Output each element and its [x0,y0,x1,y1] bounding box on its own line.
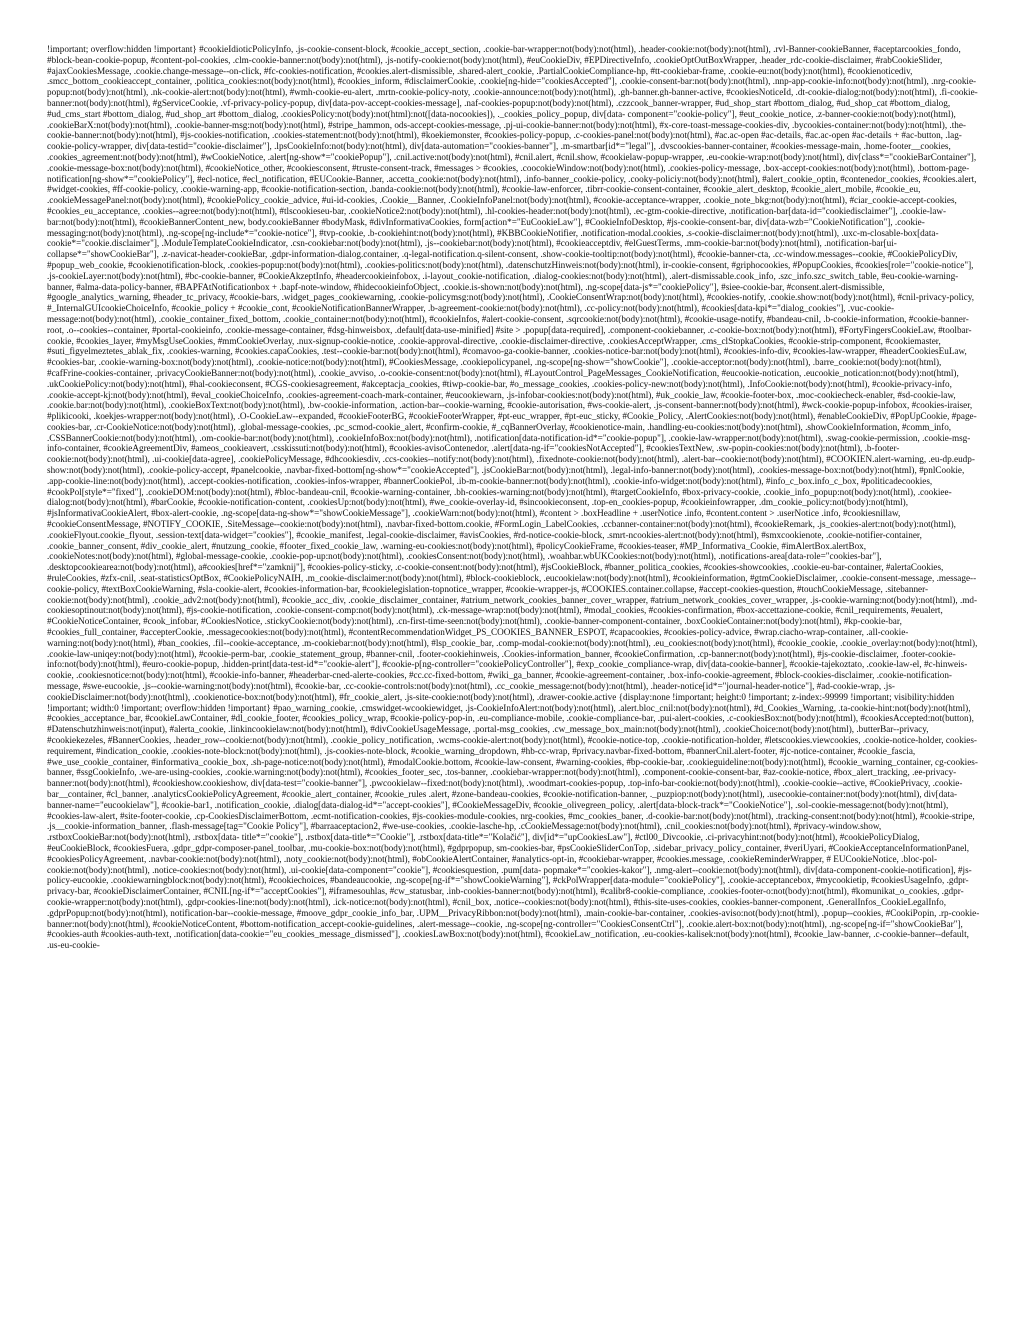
css-rules-text: !important; overflow:hidden !important} #cookieIdioticPolicyInfo, .js-cookie-consent-block, #cookie_accept_section, .cookie-bar-wrapper:not(body):not(html), .header-cookie:not(body):not(html), .rvl-Banner-cookieBanner, #aceptarcookies_fondo, #block-bean-cookie-popup, #content-pol-cookies, .clm-cookie-banner:not(body):not(html), .js-notify-cookie:not(body):not(html), #euCookieDiv, #EPDirectiveInfo, .cookieOptOutBoxWrapper, .header_rdc-cookie-disclaimer, #rabCookieSlider, #ajaxCookiesMessage, .cookie.change-message--on-click, #fc-cookies-notification, #cookies.alert-dismissible, .shared-alert_cookie, .PartialCookieCompliance-hp, #tt-cookiebar-frame, .cookie-eu:not(body):not(html), #cookienoticediv, .smcc_bottom_cookieaccept_container, .politica_cookies:not(body):not(html), #cookies_inform, #disclaimerCookie, .cookie[ng-hide="cookiesAccepted"], .cookie-consent-bar:not(body):not(html), .nnp-app-cookie-info:not(body):not(html), .nrg-cookie-popup:not(body):not(html), .nk-cookie-alert:not(body):not(html), #wmh-cookie-eu-alert, .mrtn-cookie-policy-noty, .cookie-announce:not(body):not(html), .gh-banner.gh-banner-active, #cookiesNoticeId, .dt-cookie-dialog:not(body):not(html), .fi-cookie-banner:not(body):not(html), #gServiceCookie, .vf-privacy-policy-popup, div[data-pov-accept-cookies-message], .naf-cookies-popup:not(body):not(html), .czzcook_banner-wrapper, #ud_shop_start #bottom_dialog, #ud_shop_cat #bottom_dialog, #ud_cms_start #bottom_dialog, #ud_shop_art #bottom_dialog, .cookiesPolicy:not(body):not(html):not([data-nocookies]), ._cookies_policy_popup, div[data- component="cookie-policy"], #eut_cookie_notice, .z-banner-cookie:not(body):not(html), .cookieBarX:not(body):not(html), .cookie-banner-msg:not(body):not(html), #stripe_hammon, ods-accept-cookies-message, .pj-ui-cookie-banner:not(body):not(html), #x-core-toast-message-cookies-div, .bycookies-container:not(body):not(html), .the-cookie-banner:not(body):not(html), #js-cookies-notification, .cookies-statement:not(body):not(html), #koekiemonster, #cookies-policy-popup, .c-cookies-panel:not(body):not(html), #ac.ac-open #ac-details, #ac.ac-open #ac-details + #ac-button, .lag-cookie-policy-wrapper, div[data-testid="cookie-disclaimer"], .lpsCookieInfo:not(body):not(html), div[data-automation="cookies-banner"], .m-smartbar[id*="legal"], .dvscookies-banner-container, #cookies-message-main, .home-footer__cookies, .cookies_agreement:not(body):not(html), #wCookieNotice, .alert[ng-show*="cookiePopup"], .cnil.active:not(body):not(html), #cnil.alert, #cnil.show, #cookielaw-popup-wrapper, .eu-cookie-wrap:not(body):not(html), div[class*="cookieBarContainer"], .cookie-message-box:not(body):not(html), #cookieNotice_other, #cookiesconsent, #truste-consent-track, #messages > #cookies, .coocokieWindow:not(body):not(html), .cookies-policy-message, .box-accept-cookies:not(body):not(html), .bottom-page-notification[ng-show*="cookiePolicy"], #ecl-notice, #ecl_notification, #EUCookie-Banner, .accetta_cookie:not(body):not(html), .info-banner_cookie-policy, .cooky-policiy:not(body):not(html), #alert_cookie_optin, #contenedor_cookies, #cookies.alert, #widget-cookies, #ff-cookie-policy, .cookie-warning-app, #cookie-notification-section, .banda-cookie:not(body):not(html), #cookie-law-enforcer, .tibrr-cookie-consent-container, #cookie_alert_desktop, #cookie_alert_mobile, #cookie_eu, .cookieMessagePanel:not(body):not(html), #cookiePolicy_cookie_advice, #ui-id-cookies, .Cookie__Banner, .CookieInfoPanel:not(body):not(html), #cookie-acceptance-wrapper, .cookie_note_bkg:not(body):not(html), #ciar_cookie-accept-cookies, #cookies_eu_acceptance, .cookies--agree:not(body):not(html), #tlscookieseu-bar, .cookieNotice2:not(body):not(html), .hl-cookies-header:not(body):not(html), .ec-gtm-cookie-directive, .notification-bar[data-id="cookiedisclaimer"], .cookie-law-bar:not(body):not(html), #cookieBannerContent_new, body.cookieBanner #bodyMask, #divInformativaCookies, form[action*="EuCookieLaw"], #CookieInfoDesktop, #js-cookie-consent-bar, div[data-wzb="CookieNotification"], .cookie-messaging:not(body):not(html), .ng-scope[ng-include*="cookie-notice"], #tvp-cookie, .b-cookiehint:not(body):not(html), #KBBCookieNotifier, .notification-modal.cookies, .s-cookie-disclaimer:not(body):not(html), .uxc-m-closable-box[data-cookie*="cookie.disclaimer"], .ModuleTemplateCookieIndicator, .csn-cookiebar:not(body):not(html), .js--cookiebar:not(body):not(html), #cookieacceptdiv, #elGuestTerms, .mm-cookie-bar:not(body):not(html), .notification-bar[ui-collapse*="showCookieBar"], .z-navicat-header-cookieBar, .gdpr-information-dialog.container, .q-legal-notification.q-silent-consent, .show-cookie-tooltip:not(body):not(html), #cookie-banner-cta, .cc-window.messages--cookie, #CookiePolicyDiv, #popup_web_cookie, #cookienotification-block, .cookies-popup:not(body):not(html), .cookies-politics:not(body):not(html), .datenschutzHinweis:not(body):not(html), ir-cookie-consent, #griphocookies, #PopupCookies, #cookies[role="cookie-notice"], .js-cookieLayer:not(body):not(html), #bc-cookie-banner, #CookieAkzeptInfo, #headercookieinfobox, .i-layout_cookie-notification, .dialog-cookies:not(body):not(html), .alert-dismissable.cook_info, .szc_info.szc_switch_table, #eu-cookie-warning-banner, #alma-data-policy-banner, #BAPFAtNotificationbox + .bapf-note-window, #hidecookieinfoObject, .cookie.is-shown:not(body):not(html), .ng-scope[data-js*="cookiePolicy"], #siee-cookie-bar, #consent.alert-dismissible, #google_analytics_warning, #header_tc_privacy, #cookie-bars, .widget_pages_cookiewarning, .cookie-policymsg:not(body):not(html), .CookieConsentWrap:not(body):not(html), #cookies-notify, .cookie.show:not(body):not(html), #cnil-privacy-policy, #_InternalGUIcookieChoiceInfo, #cookie_policy + #cookie_cont, #cookieNotificationBannerWrapper, .b-agreement-cookie:not(body):not(html), .cc-policy:not(body):not(html), #cookies[data-kpi*="dialog_cookies"], .vuc-cookie-message:not(body):not(html), .cookie_container_fixed_bottom, .cookie_container:not(body):not(html), #cookieInfos, #alert-cookie-consent, .sqrcookie:not(body):not(html), #cookie-usage-notify, #bandeau-cnil, .b-cookie-information, #cookie-banner-root, .o--cookies--container, #portal-cookieinfo, .cookie-message-container, #dsg-hinweisbox, .default[data-use-minified] #site > .popup[data-required], .component-cookiebanner, .c-cookie-box:not(body):not(html), #FortyFingersCookieLaw, #toolbar-cookie, #cookies_layer, #myMsgUseCookies, #mmCookieOverlay, .nux-signup-cookie-notice, .cookie-approval-directive, .cookie-disclaimer-directive, .cookiesAcceptWrapper, .cms_clStopkaCookies, #cookie-strip-component, #cookiemaster, #suti_figyelmeztetes_ablak_fix, .cookies-warning, #cookies.capaCookies, .test--cookie-bar:not(body):not(html), #comavoo-ga-cookie-banner, .cookies-notice-bar:not(body):not(html), #cookies-info-div, #cookies-law-wrapper, #headerCookiesEuLaw, #cookies-bar, .cookie-warning-box:not(body):not(html), .cookie-notice:not(body):not(html), #CookiesMessage, .cookiepolicypanel, .ng-scope[ng-show="showCookie"], .cookie-acceptor:not(body):not(html), .barre_cookie:not(body):not(html), #cafFrine-cookies-container, .privacyCookieBanner:not(body):not(html), .cookie_avviso, .o-cookie-consent:not(body):not(html), #LayoutControl_PageMessages_CookieNotification, #eucookie-notication, .eucookie_notication:not(body):not(html), .ukCookiePolicy:not(body):not(html), #hal-cookieconsent, #CGS-cookiesagreement, #akceptacja_cookies, #tiwp-cookie-bar, #o_message_cookies, .cookies-policy-new:not(body):not(html), .InfoCookie:not(body):not(html), #cookie-privacy-info, .cookie-accept-kj:not(body):not(html), #eval_cookieChoiceInfo, .cookies-agreement-coach-mark-container, #eucookiewarn, .js-infobar-cookies:not(body):not(html), #uk_cookie_law, #cookie-footer-box, .moc-cookiecheck-enabler, #sd-cookie-law, .cookie.bar:not(body):not(html), .cookieBoxText:not(body):not(html), .bw-cookie-information, .action-bar--cookie-warning, #cookie-autorisation, #ws-cookie-alert, .js-consent-banner:not(body):not(html), #wck-cookie-popup-infobox, #cookies-iraiser, #plikicooki, .koekjes-wrapper:not(body):not(html), .O-CookieLaw--expanded, #cookieFooterBG, #cookieFooterWrapper, #pt-euc_wrapper, #pt-euc_sticky, #Cookie_Policy, .AlertCookies:not(body):not(html), #enableCookieDiv, #PopUpCookie, #page-cookies-bar, .cr-CookieNotice:not(body):not(html), .global-message-cookies, .pc_scmod-cookie_alert, #confirm-cookie, #_cqBannerOverlay, #cookienotice-main, .handling-eu-cookies:not(body):not(html), .showCookieInformation, #comm_info, .CSSBannerCookie:not(body):not(html), .om-cookie-bar:not(body):not(html), .cookieInfoBox:not(body):not(html), .notification[data-notification-id*="cookie-popup"], .cookie-law-wrapper:not(body):not(html), .swag-cookie-permission, .cookie-msg-info-container, #cookieAgreementDiv, #ameos_cookieavert, .csskissuti:not(body):not(html), #cookies-avisoContenedor, .alert[data-ng-if="cookiesNotAccepted"], #cookiesTextNew, .sw-popin-cookies:not(body):not(html), .b-footer-cookie:not(body):not(html), .ui-cookie[data-agree], .cookiePolicyMessage, #dhcookiesdiv, .ccs-cookies--notify:not(body):not(html), .fixednote-cookie:not(body):not(html), .alert-bar--cookie:not(body):not(html), #COOKIEN.alert-warning, .eu-dp.eudp-show:not(body):not(html), .cookie-policy-accept, #panelcookie, .navbar-fixed-bottom[ng-show*="cookieAccepted"], .jsCookieBar:not(body):not(html), .legal-info-banner:not(body):not(html), .cookies-message-box:not(body):not(html), #pnlCookie, .app-cookie-line:not(body):not(html), .accept-cookies-notification, .cookies-infos-wrapper, #bannerCookiePol, .ib-m-cookie-banner:not(body):not(html), .cookie-info-widget:not(body):not(html), #info_c_box.info_c_box, #politicadecookies, #cookPol[style*="fixed"], .cookieDOM:not(body):not(html), #bloc-bandeau-cnil, #cookie-warning-container, .bh-cookies-warning:not(body):not(html), #targetCookieInfo, #box-privacy-cookie, .cookie_info_popup:not(body):not(html), .cookiee-dialog:not(body):not(html), #barCookie, #cookie-notification-content, .cookiesUp:not(body):not(html), #we_cookie-overlay-id, #sincookieconsent, .top-en_cookies-popup, #cookieinfowrapper, .dm_cookie_policy:not(body):not(html), #jsInformativaCookieAlert, #box-alert-cookie, .ng-scope[data-ng-show*="showCookieMessage"], .cookieWarn:not(body):not(html), #content > .boxHeadline + .userNotice .info, #content.content > .userNotice .info, #cookiesnillaw, #cookieConsentMessage, #NOTIFY_COOKIE, .SiteMessage--cookie:not(body):not(html), .navbar-fixed-bottom.cookie, #FormLogin_LabelCookies, .ccbanner-container:not(body):not(html), #cookieRemark, .js_cookies-alert:not(body):not(html), .cookieFlyout.cookie_flyout, .session-text[data-widget="cookies"], #cookie_manifest, .legal-cookie-disclaimer, #avisCookies, #rd-notice-cookie-block, .smrt-ncookies-alert:not(body):not(html), #smxcookienote, .cookie-notifier-container, .cookie_banner_consent, #div_cookie_alert, #nutzung_cookie, #footer_fixed_cookie_law, .warning-eu-cookies:not(body):not(html), #policyCookieFrame, #cookies-teaser, #MP_Informativa_Cookie, #imAlertBox.alertBox, .cookieNotes:not(body):not(html), #global-message-cookie, .cookie-pop-up:not(body):not(html), .cookiesConsent:not(body):not(html), .woahbar.wbUKCookies:not(body):not(html), .notifications-area[data-role="cookies-bar"], .desktopcookiearea:not(body):not(html), a#cookies[href*="zamknij"], #cookies-policy-sticky, .c-cookie-consent:not(body):not(html), #jsCookieBlock, #banner_politica_cookies, #cookies-showcookies, .cookie-eu-bar-container, #alertaCookies, #ruleCookies, #zfx-cnil, .seat-statisticsOptBox, #CookiePolicyNAIH, .m_cookie-disclaimer:not(body):not(html), #block-cookieblock, .eucookielaw:not(body):not(html), #cookieinformation, #gtmCookieDisclaimer, .cookie-consent-message, .message--cookie-policy, #textBoxCookieWarning, #sla-cookie-alert, #cookies-information-bar, #cookielegislation-topnotice_wrapper, #cookie-wrapper-js, #COOKIES.container.collapse, #accept-cookies-question, #touchCookieMessage, .sitebanner-cookie:not(body):not(html), .cookie_adv2:not(body):not(html), #cookie_acc_div, .cookie_disclaimer_container, #atrium_network_cookies_banner_cover_wrapper, #atrium_network_cookies_cover_wrapper, .js-cookie-warning:not(body):not(html), .md-cookiesoptinout:not(body):not(html), #js-cookie-notification, .cookie-consent-comp:not(body):not(html), .ck-message-wrap:not(body):not(html), #modal_cookies, #cookies-confirmation, #box-accettazione-cookie, #cnil_requirements, #eualert, #CookieNoticeContainer, #cook_infobar, #CookiesNotice, .stickyCookie:not(body):not(html), .cn-first-time-seen:not(body):not(html), .cookie-banner-component-container, .boxCookieContainer:not(body):not(html), #kp-cookie-bar, #cookies_full_container, #accepterCookie, .messagecookies:not(body):not(html), #contentRecommendationWidget_PS_COOKIES_BANNER_ESPOT, #capacookies, #cookies-policy-advice, #wrap.ciacho-wrap-container, .all-cookie-warning:not(body):not(html), #ban_cookies, .fil--cookie-acceptance, .m-cookiebar:not(body):not(html), #lsp_cookie_bar, .comp-modal-cookie:not(body):not(html), .eu_cookies:not(body):not(html), #cookie_cookie, .cookie_overlay:not(body):not(html), .cookie-law-uniqey:not(body):not(html), #cookie-perm-bar, .cookie_statement_group, #banner-cnil, .footer-cookiehinweis, .Cookies-information_banner, #cookieConfirmation, .cp-banner:not(body):not(html), #js-cookie-disclaimer, .footer-cookie-info:not(body):not(html), #euro-cookie-popup, .hidden-print[data-test-id*="cookie-alert"], #cookie-p[ng-controller="cookiePolicyController"], #exp_cookie_compliance-wrap, div[data-cookie-banner], #cookie-tajekoztato, .cookie-law-el, #c-hinweis-cookie, .cookiesnotice:not(body):not(html), #cookie-info-banner, #headerbar-cned-alerte-cookies, #cc.cc-fixed-bottom, #wiki_ga_banner, #cookie-agreement-container, .box-info-cookie-agreement, #block-cookies-disclaimer, .cookie-notification-message, #swe-eucookie, .js--cookie-warning:not(body):not(html), #cookie-bar, .cc-cookie-controls:not(body):not(html), .cc_cookie_message:not(body):not(html), .header-notice[id*="journal-header-notice"], #ad-cookie-wrap, .js-cookieDisclaimer:not(body):not(html), .cookienotice-box:not(body):not(html), #fr_cookie_alert, .js-site-cookie:not(body):not(html), .drawer-cookie.active {display:none !important; height:0 !important; z-index:-99999 !important; visibility:hidden !important; width:0 !important; overflow:hidden !important} #pao_warning_cookie, .cmswidget-wcookiewidget, .js-CookieInfoAlert:not(body):not(html), .alert.bloc_cnil:not(body):not(html), #d_Cookies_Warning, .ta-cookie-hint:not(body):not(html), #cookies_acceptance_bar, #cookieLawContainer, #dl_cookie_footer, #cookies_policy_wrap, #cookie-policy-pop-in, .eu-compliance-mobile, .cookie-compliance-bar, .pui-alert-cookies, .c-cookiesBox:not(body):not(html), #cookiesAccepted:not(button), #Datenschutzhinweis:not(input), #alerta_cookie, .linkincookielaw:not(body):not(html), #divCookieUsageMessage, .portal-msg_cookies, .cw_message_box_main:not(body):not(html), .cookieChoice:not(body):not(html), .butterBar--privacy, #cookiekezeles, #BannerCookies, .header_row--cookie:not(body):not(html), .cookie_policy_notification, .wcms-cookie-alert:not(body):not(html), #cookie-notice-top, .cookie-notification-holder, #letscookies.viewcookies, .cookie-notice-holder, cookies-requirement, #indication_cookie, .cookies-note-block:not(body):not(html), .js-cookies-note-block, #cookie_warning_dropdown, #hb-cc-wrap, #privacy.navbar-fixed-bottom, #bannerCnil.alert-footer, #jc-notice-container, #cookie_fascia, #we_use_cookie_container, #informativa_cookie_box, .sh-page-notice:not(body):not(html), #modalCookie.bottom, #cookie-law-consent, #warning-cookies, #bp-cookie-bar, .cookieguideline:not(body):not(html), #cookie_warning_container, cg-cookies-banner, #ssgCookieInfo, .we-are-using-cookies, .cookie.warning:not(body):not(html), #cookies_footer_sec, .tos-banner, .cookiebar-wrapper:not(body):not(html), .component-cookie-consent-bar, #az-cookie-notice, #box_alert_tracking, .ee-privacy-banner:not(body):not(html), #cookieshow.cookieshow, div[data-test="cookie-banner"], .pwcookielaw--fixed:not(body):not(html), .woodmart-cookies-popup, .top-info-bar-cookie:not(body):not(html), .cookie-cookie--active, #CookiePrivacy, .cookie-bar__container, #cl_banner, .analyticsCookiePolicyAgreement, #cookie_alert_container, #cookie_rules .alert, #zone-bandeau-cookies, #cookie-notification-banner, ._puzpiop:not(body):not(html), .usecookie-container:not(body):not(html), div[data-banner-name="eucookielaw"], #cookie-bar1, .notification_cookie, .dialog[data-dialog-id*="accept-cookies"], #CookieMessageDiv, #cookie_olivegreen_policy, .alert[data-block-track*="CookieNotice"], .sol-cookie-message:not(body):not(html), #cookies-law-alert, #site-footer-cookie, .cp-CookiesDisclaimerBottom, .ecmt-notification-cookies, #js-cookies-module-cookies, nrg-cookies, #mc_cookies_baner, .d-cookie-bar:not(body):not(html), .tracking-consent:not(body):not(html), #cookie-stripe, .js__cookie-information_banner, .flash-message[tag="Cookie Policy"], #barraaceptacion2, #we-use-cookies, .cookie-lasche-hp, .cCookieMessage:not(body):not(html), .cnil_cookies:not(body):not(html), #privacy-window.show, .rstboxCookieBar:not(body):not(html), .rstbox[data- title*="cookie"], .rstbox[data-title*="Cookie"], .rstbox[data-title*="Kolačić"], div[id*="upCookiesLaw"], #ctl00_Divcookie, .ci-privacyhint:not(body):not(html), #cookiePolicyDialog, #euCookieBlock, #cookiesFuera, .gdpr_gdpr-composer-panel_toolbar, .mu-cookie-box:not(body):not(html), #gdprpopup, sm-cookies-bar, #psCookieSliderConTop, .sidebar_privacy_policy_container, #veriUyari, #CookieAcceptanceInformationPanel, #cookiesPolicyAgreement, .navbar-cookie:not(body):not(html), .noty_cookie:not(body):not(html), #obCookieAlertContainer, #analytics-opt-in, #cookiebar-wrapper, #cookies.message, .cookieReminderWrapper, # EUCookieNotice, .bloc-pol-cookie:not(body):not(html), .notice-cookies:not(body):not(html), .ui-cookie[data-component="cookie"], #cookiesquestion, .pum[data- popmake*="cookies-kakor"], .nmg-alert--cookie:not(body):not(html), div[data-component-cookie-notification], #js-policy-eucookie, .cookiewarningblock:not(body):not(html), #cookiechoices, #bandeaucookie, .ng-scope[ng-if*="showCookieWarning"], #ckPolWrapper[data-module="cookiePolicy"], .cookie-acceptancebox, #mycookietip, #cookiesUsageInfo, .gdpr-privacy-bar, #cookieDisclaimerContainer, #CNIL[ng-if*="acceptCookies"], #iframesouhlas, #cw_statusbar, .inb-cookies-banner:not(body):not(html), #calibr8-cookie-compliance, .cookies-footer-o:not(body):not(html), #komunikat_o_cookies, .gdpr-cookie-wrapper:not(body):not(html), .gdpr-cookies-line:not(body):not(html), .ick-notice:not(body):not(html), #cnil_box, .notice--cookies:not(body):not(html), #this-site-uses-cookies, cookies-banner-component, .GeneralInfos_CookieLegalInfo, .gdprPopup:not(body):not(html), notification-bar--cookie-message, #moove_gdpr_cookie_info_bar, .UPM__PrivacyRibbon:not(body):not(html), .main-cookie-bar-container, .cookies-aviso:not(body):not(html), .popup--cookies, #CookiPopin, .rp-cookie-banner:not(body):not(html), #cookieNoticeContent, #bottom-notification_accept-cookie-guidelines, .alert-message--cookie, .ng-scope[ng-controller="CookiesConsentCtrl"], .cookie.alert-box:not(body):not(html), .ng-scope[ng-if="showCookieBar"], #cookies-auth #cookies-auth-text, .notification[data-cookie="eu_cookies_message_dismissed"], .cookiesLawBox:not(body):not(html), #cookieLaw_notification, .eu-cookies-kalisek:not(body):not(html), #cookie_law-banner, .c-cookie-banner--default, .us-eu-cookie- [47,44,980,951]
document-page [47,44,980,1284]
